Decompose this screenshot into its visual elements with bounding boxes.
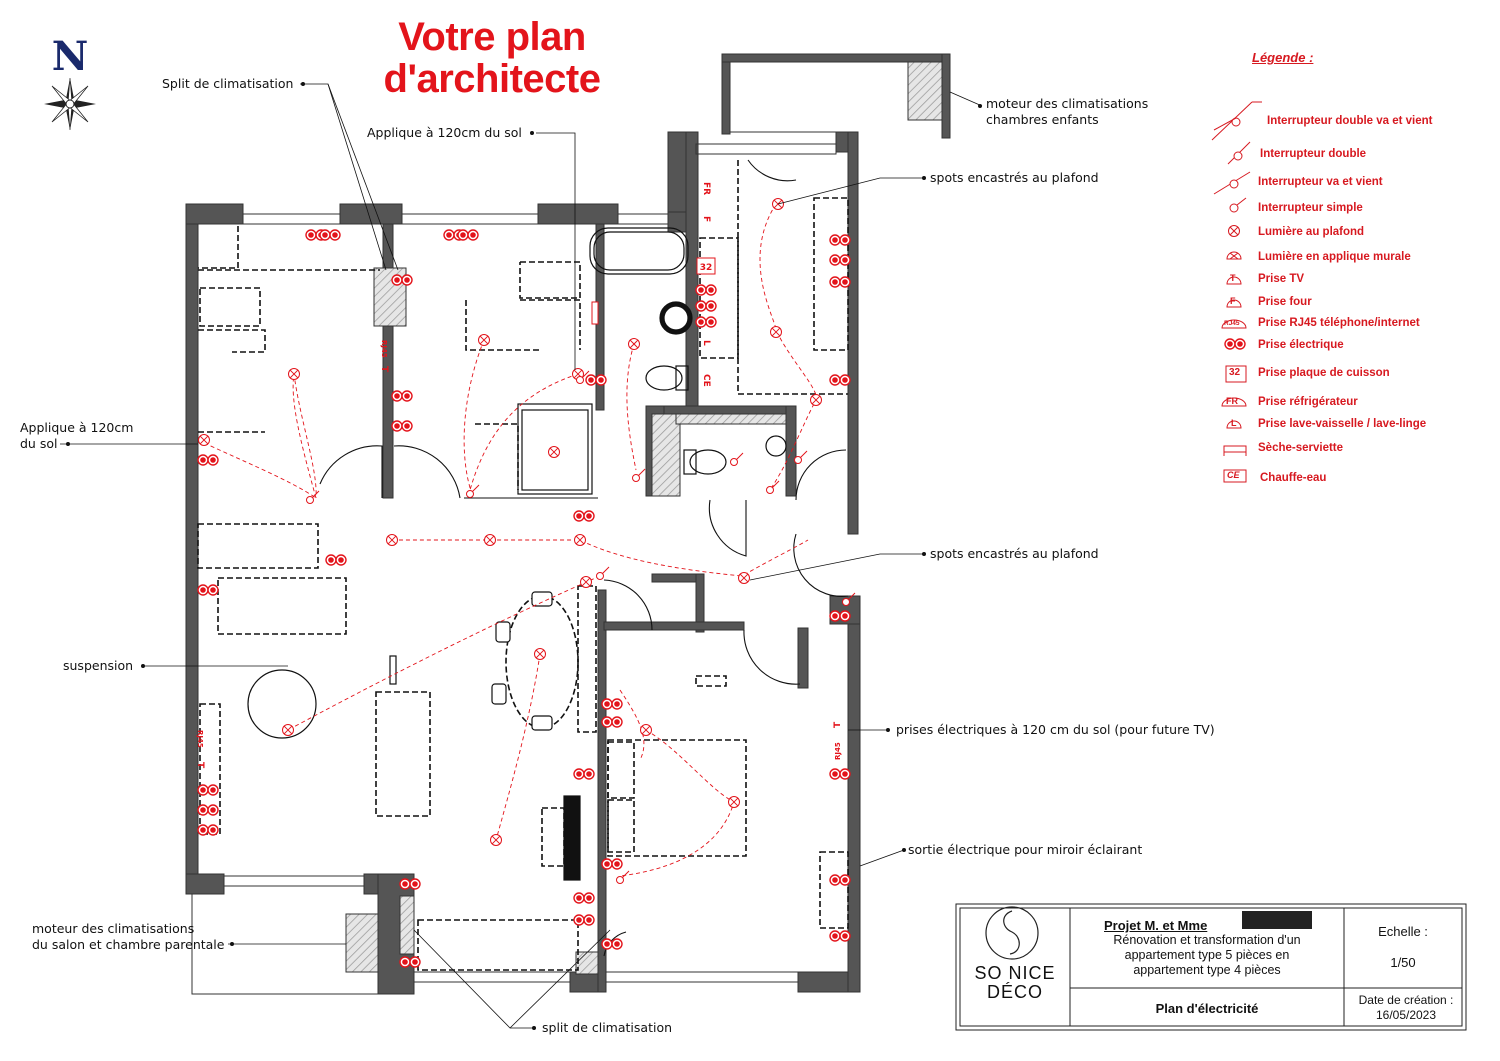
annotation-suspension: suspension — [63, 658, 134, 673]
legend-item: Lumière en applique murale — [1258, 251, 1411, 263]
plug-frigo-label: FR — [701, 182, 711, 196]
plug-rj45-parental-label: RJ45 — [834, 742, 842, 760]
plug-tv-salon-label: T — [195, 762, 205, 769]
legend-item: Chauffe-eau — [1260, 472, 1327, 484]
legend-item: Prise TV — [1258, 273, 1305, 285]
legend-symbol-tv: T — [1230, 273, 1236, 283]
north-label: N — [51, 33, 89, 80]
logo-icon — [986, 907, 1038, 959]
outlets — [198, 230, 850, 967]
legend-item: Interrupteur va et vient — [1258, 176, 1383, 188]
plug-plaque-label: 32 — [699, 263, 713, 273]
annotation-spots-mid: spots encastrés au plafond — [930, 546, 1099, 561]
legend-item: Prise plaque de cuisson — [1258, 367, 1390, 379]
legend-item: Prise lave-vaisselle / lave-linge — [1258, 418, 1427, 430]
logo-text: SO NICE DÉCO — [974, 963, 1056, 1002]
legend-item: Prise four — [1258, 296, 1312, 308]
project-name: Projet M. et Mme — [1104, 918, 1208, 933]
legend-symbols — [1212, 102, 1262, 482]
scale-value: 1/50 — [1390, 955, 1416, 970]
plug-rj45-salon-label: RJ45 — [196, 730, 204, 748]
legend-item: Interrupteur simple — [1258, 202, 1363, 214]
annotation-prises-tv: prises électriques à 120 cm du sol (pour future TV) — [896, 722, 1215, 737]
annotation-miroir: sortie électrique pour miroir éclairant — [908, 842, 1143, 857]
plug-tv-parental-label: T — [833, 721, 843, 728]
legend-symbol-chauffe: CE — [1227, 470, 1240, 480]
plug-four-label: F — [701, 216, 711, 223]
legend-symbol-rj45: RJ45 — [1224, 320, 1240, 327]
legend-item: Interrupteur double va et vient — [1267, 115, 1433, 127]
legend-symbol-frigo: FR — [1226, 396, 1238, 406]
annotation-split-clim-top: Split de climatisation — [162, 76, 294, 91]
page-title: Votre plan d'architecte — [383, 15, 601, 101]
wall-hatch — [576, 414, 786, 974]
plug-chauffe-label: CE — [701, 374, 711, 387]
annotation-moteur-salon: moteur des climatisations du salon et chambre parentale — [32, 921, 225, 952]
annotation-applique-top: Applique à 120cm du sol — [367, 125, 522, 140]
annotation-spots-top: spots encastrés au plafond — [930, 170, 1099, 185]
wiring — [198, 204, 816, 876]
plug-rj45-label: RJ45 — [380, 340, 388, 358]
legend-symbol-four: F — [1230, 296, 1236, 306]
plan-name: Plan d'électricité — [1155, 1001, 1259, 1016]
legend-symbol-plaque: 32 — [1229, 367, 1241, 378]
legend-item: Prise électrique — [1258, 339, 1344, 351]
annotation-split-clim-bottom: split de climatisation — [542, 1020, 673, 1035]
annotation-moteur-enfants: moteur des climatisations chambres enfants — [986, 96, 1149, 127]
ceiling-lamps — [199, 199, 822, 846]
legend-item: Interrupteur double — [1260, 148, 1367, 160]
legend-item: Lumière au plafond — [1258, 226, 1365, 238]
compass-rose-icon — [44, 78, 96, 130]
legend-item: Sèche-serviette — [1258, 442, 1344, 454]
annotation-applique-left: Applique à 120cm du sol — [20, 420, 134, 451]
creation-date: Date de création : 16/05/2023 — [1358, 993, 1454, 1022]
legend-item: Prise réfrigérateur — [1258, 396, 1358, 408]
plug-lave-label: L — [701, 340, 711, 346]
legend-title: Légende : — [1252, 50, 1314, 65]
chairs — [492, 592, 552, 730]
furniture — [198, 160, 848, 970]
furniture-solid — [248, 228, 786, 880]
project-description: Rénovation et transformation d'un appartement type 5 pièces en appartement type 4 pièces — [1113, 933, 1301, 977]
legend-symbol-lave: L — [1231, 418, 1237, 428]
plug-tv-label: T — [379, 366, 389, 373]
legend-item: Prise RJ45 téléphone/internet — [1258, 317, 1420, 329]
legend-outlet-icon — [1225, 339, 1245, 349]
scale-label: Echelle : — [1378, 924, 1428, 939]
